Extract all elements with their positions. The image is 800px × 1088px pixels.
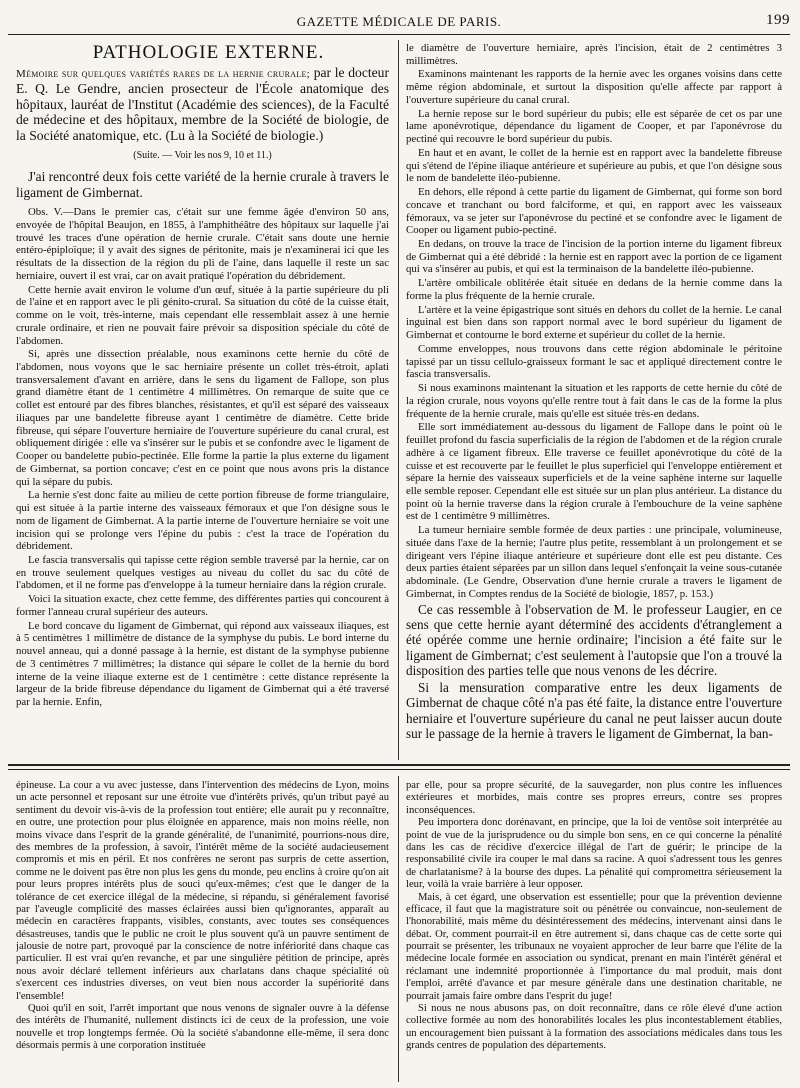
paragraph: Examinons maintenant les rapports de la hernie avec les organes voisins dans cette même région abdominale, et surtout la disposition qu'elle affecte par rapport à l'ouverture supérieure du canal crural.: [406, 68, 782, 106]
page-number: 199: [766, 12, 790, 28]
paragraph: le diamètre de l'ouverture herniaire, après l'incision, était de 2 centimètres 3 millimètres.: [406, 42, 782, 67]
page-header: [8, 6, 790, 35]
paragraph: Si nous examinons maintenant la situation et les rapports de cette hernie du côté de la région crurale, nous voyons qu'elle rentre tout à fait dans le cas de la forme la plus fréquente de la hernie crurale, mais qu'elle est située très-en dedans.: [406, 382, 782, 420]
paragraph: épineuse. La cour a vu avec justesse, dans l'intervention des médecins de Lyon, moins un acte personnel et reposant sur une étroite vue d'intérêts privés, qu'un tribut payé au sentiment du devoir vis-à-vis de la profession tout entière; elle aurait pu y reconnaître, en outre, une protection pour plus éloignée en apparence, mais non moins réelle, non moins vivace dans l'esprit de la grande généralité, de l'unanimité, pourrions-nous dire, des membres de la profession, à savoir, l'intérêt même de la société audacieusement compromis et mis en péril. Et nos confrères ne seront pas surpris de cette assertion, comme ne le doivent pas être non plus les gens du monde, peu enclins à croire qu'on ait pour leurs propres intérêts plus de souci qu'eux-mêmes; c'est que le danger de la tolérance de cet exercice illégal de la médecine, si répandu, si généralement favorisé par l'aveugle complicité des masses éclairées aussi bien qu'ignorantes, apparaît au médecin en caractères frappants, visibles, constants, avec toutes ses conséquences désastreuses, tandis que le public ne croit le plus souvent qu'à un pauvre sentiment de jalousie de notre part, provoqué par la conscience de notre infériorité dans chaque cas particulier. Il est vrai qu'en revanche, et par une singulière pétition de principe, après nous avoir déclaré tellement inférieurs aux charlatans dans chaque spécialité où s'exercent ces industries diverses, on veut bien nous accorder la supériorité dans l'ensemble!: [16, 780, 389, 1002]
paragraph: Peu importera donc dorénavant, en principe, que la loi de ventôse soit interprétée au point de vue de la jurisprudence ou du simple bon sens, en ce qui concerne la pénalité dans les cas de récidive d'exercice illégal de l'art de guérir; le principe de la responsabilité civile ira couper le mal dans sa racine. A quoi s'adressent tous les genres de charlatanisme? à la bourse des dupes. La pénalité qui compromettra sérieusement la leur, voilà la vraie barrière à leur opposer.: [406, 817, 782, 891]
paragraph: Ce cas ressemble à l'observation de M. le professeur Laugier, en ce sens que cette hernie ayant déterminé des accidents d'étranglement a été opérée comme une hernie ordinaire; l'incision a été faite sur le ligament de Gimbernat; c'est seulement à l'autopsie que l'on a trouvé la disposition des parties telle que nous venons de les décrire.: [406, 601, 782, 679]
paragraph-group: [16, 780, 389, 1053]
paragraph: Quoi qu'il en soit, l'arrêt important que nous venons de signaler ouvre à la défense des intérêts de l'humanité, nullement distincts ici de ceux de la profession, une voie nouvelle et trop longtemps fermée. Où la société s'abandonne elle-même, il sera donc désormais permis à une corporation instituée: [16, 1003, 389, 1052]
paragraph: Elle sort immédiatement au-dessous du ligament de Fallope dans le point où le feuillet profond du fascia superficialis de la région de l'abdomen et de la région crurale adhère à ce ligament fibreux. Elle traverse ce feuillet aponévrotique du côté de la cuisse et est recouverte par le feuillet le plus superficiel qui l'enveloppe entièrement et sépare la hernie des vaisseaux superficiels et de la veine saphène interne sur laquelle elle semble reposer. Cependant elle est située sur un plan plus antérieur. La distance du point où la hernie traverse dans la région crurale à l'embouchure de la veine saphène est de 1 centimètre 9 millimètres.: [406, 421, 782, 523]
section-divider-thin: [8, 769, 790, 770]
paragraph: En dehors, elle répond à cette partie du ligament de Gimbernat, qui forme son bord concave et tranchant ou bord falciforme, et qui, en rapport avec les vaisseaux fémoraux, va se jeter sur l'aponévrose du pectiné et se confondre avec le ligament de Cooper ou ligament pubio-pectiné.: [406, 186, 782, 237]
section-divider: [8, 764, 790, 766]
paragraph-group: [406, 42, 782, 601]
paragraph: Cette hernie avait environ le volume d'un œuf, située à la partie supérieure du pli de l'aine et en rapport avec le pli génito-crural. Sa situation du côté de la cuisse était, comme on le voit, très-interne, mais cependant elle ressemblait assez à une hernie crurale ordinaire, et rien ne pouvait faire prévoir sa disposition spéciale du côté de l'abdomen.: [16, 283, 389, 347]
column-left-top: [16, 42, 389, 760]
column-divider: [398, 776, 399, 1082]
paragraph: En dedans, on trouve la trace de l'incision de la portion interne du ligament fibreux de Gimbernat qui a été débridé : la hernie est en rapport avec la portion de ce ligament qui va s'insérer au pubis, et qui est la terminaison de la bandelette iléo-pubienne.: [406, 238, 782, 276]
paragraph: par elle, pour sa propre sécurité, de la sauvegarder, non plus contre les influences extérieures et morbides, mais contre ses propres erreurs, contre ses propres inconséquences.: [406, 780, 782, 816]
memoir-heading: [16, 65, 389, 143]
paragraph-group: [406, 780, 782, 1053]
paragraph: L'artère ombilicale oblitérée était située en dedans de la hernie comme dans la forme la plus fréquente de la hernie crurale.: [406, 277, 782, 302]
paragraph: Mais, à cet égard, une observation est essentielle; pour que la prévention devienne efficace, il faut que la magistrature soit ou pénétrée ou convaincue, non-seulement de l'honorabilité, mais même du désintéressement des médecins, intervenant ainsi dans le débat. Or, comment pourrait-il en être autrement si, dans chaque cas de cette sorte qui pourrait se présenter, les tribunaux ne voyaient approcher de leur barre que l'élite de la médecine locale formée en association ou syndicat, prenant en main l'intérêt général et réclamant une indemnité proportionnée à l'importance du mal produit, mais dont l'emploi, arrêté d'avance et par mesure générale dans une destination charitable, ne pourrait jamais faire ombre dans l'esprit du juge!: [406, 891, 782, 1002]
paragraph: L'artère et la veine épigastrique sont situés en dehors du collet de la hernie. Le canal inguinal est bien dans son rapport normal avec le bord supérieur du ligament de Gimbernat et contourne le bord externe et supérieur du collet de la hernie.: [406, 303, 782, 342]
paragraph: La tumeur herniaire semble formée de deux parties : une principale, volumineuse, située dans l'axe de la hernie; l'autre plus petite, ressemblant à un prolongement et se dirigeant vers l'épine iliaque antérieure et supérieure dont elle est peu distante. Ces deux parties étaient séparées par un sillon dans lequel s'enfonçait la veine sous-cutanée abdominale. (Le Gendre, Observation d'une hernie crurale a travers le ligament de Gimbernat, in Comptes rendus de la Société de biologie, 1857, p. 153.): [406, 524, 782, 600]
paragraph: Si, après une dissection préalable, nous examinons cette hernie du côté de l'abdomen, nous voyons que le sac herniaire présente un collet très-étroit, aplati transversalement d'avant en arrière, dans le sens du ligament de Fallope, son plus grand diamètre étant de 1 centimètre 4 millimètres. On remarque de suite que ce collet est entouré par des fibres blanches, résistantes, et qu'il est séparé des vaisseaux iliaques par une bandelette fibreuse ayant 1 centimètre de diamètre. Cette bride fibreuse, qui sépare l'ouverture herniaire de l'ouverture supérieure du canal crural, est obliquement dirigée : elle va s'insérer sur le pubis et se confondre avec le ligament de Cooper ou bandelette pubio-pectinée. Elle forme la partie la plus externe du ligament de Gimbernat, sa portion concave; c'est en ce point que nous avons pris la distance qui la sépare du pubis.: [16, 348, 389, 488]
column-right-bottom: [406, 780, 782, 1082]
paragraph: La hernie repose sur le bord supérieur du pubis; elle est séparée de cet os par une lame aponévrotique, dépendance du ligament de Cooper, et par l'aponévrose du pectiné qui recouvre le bord supérieur du pubis.: [406, 107, 782, 146]
column-right-top: [406, 42, 782, 760]
paragraph: Le fascia transversalis qui tapisse cette région semble traversé par la hernie, car on en trouve seulement quelques vestiges au niveau du collet du sac du côté de l'abdomen, et il ne forme pas d'enveloppe à la tumeur herniaire dans la région crurale.: [16, 553, 389, 592]
column-left-bottom: [16, 780, 389, 1082]
paragraph: Si nous ne nous abusons pas, on doit reconnaître, dans ce rôle élevé d'une action collective formée au nom des honorabilités locales les plus incontestablement établies, un encouragement bien puissant à la formation des associations médicales dans tous les grands centres de population des départements.: [406, 1003, 782, 1052]
paragraph-group-large: [406, 602, 782, 742]
memoir-author: par le docteur E. Q. Le Gendre, ancien prosecteur de l'École anatomique des hôpitaux, lauréat de l'Institut (Académie des sciences), de la Faculté de médecine et des hôpitaux, membre de la Société de biologie, de la Société anatomique, etc. (Lu à la Société de biologie.): [16, 65, 389, 143]
paragraph: Obs. V.—Dans le premier cas, c'était sur une femme âgée d'environ 50 ans, envoyée de l'hôpital Beaujon, en 1855, à l'amphithéâtre des hôpitaux sur laquelle j'ai trouvé les traces d'une opération de hernie crurale. C'était sans doute une hernie entéro-épiploïque; il y avait des signes de péritonite, mais je n'examinerai ici que les résultats de la dissection de la région du pli de l'aine, dans laquelle il reste un sac herniaire, ouvert il est vrai, car on avait pratiqué l'opération du débridement.: [16, 206, 389, 282]
paragraph: Si la mensuration comparative entre les deux ligaments de Gimbernat de chaque côté n'a pas été faite, la distance entre l'ouverture herniaire et l'ouverture supérieure du canal ne peut laisser aucun doute sur le passage de la hernie à travers le ligament de Gimbernat, la ban-: [406, 679, 782, 742]
paragraph: En haut et en avant, le collet de la hernie est en rapport avec la bandelette fibreuse qui s'étend de l'épine iliaque antérieure et supérieure au pubis, et que l'on désigne sous le nom de bandelette iléo-pubienne.: [406, 146, 782, 185]
paragraph-group: [16, 206, 389, 709]
paragraph: La hernie s'est donc faite au milieu de cette portion fibreuse de forme triangulaire, qui est située à la partie interne des vaisseaux fémoraux et que l'on désigne sous le nom de ligament de Gimbernat. A la partie interne de l'ouverture herniaire se voit une incision qui se prolonge vers l'épine du pubis : c'est la trace de l'opération du débridement.: [16, 489, 389, 553]
paragraph: Voici la situation exacte, chez cette femme, des différentes parties qui concourent à former l'anneau crural supérieur des auteurs.: [16, 593, 389, 618]
memoir-title: Mémoire sur quelques variétés rares de la hernie crurale;: [16, 68, 311, 81]
paragraph: Comme enveloppes, nous trouvons dans cette région abdominale le péritoine tapissé par un tissu cellulo-graisseux formant le sac et appliqué directement contre le fascia transversalis.: [406, 342, 782, 381]
paragraph: Le bord concave du ligament de Gimbernat, qui répond aux vaisseaux iliaques, est à 5 centimètres 1 millimètre de distance de la symphyse du pubis. Le bord interne du nouvel anneau, qui a donné passage à la hernie, est distant de la symphyse pubienne de 3 centimètres 7 millimètres; la distance qui sépare le collet de la hernie du bord interne de la veine iliaque externe est de 1 centimètre : cette distance représente la largeur de la bride fibreuse dépendance du ligament de Gimbernat qui a été traversé par la hernie. Enfin,: [16, 619, 389, 709]
journal-title: GAZETTE MÉDICALE DE PARIS.: [296, 14, 502, 29]
section-title: PATHOLOGIE EXTERNE.: [92, 42, 325, 63]
column-divider: [398, 40, 399, 760]
continuation-note: (Suite. — Voir les nos 9, 10 et 11.): [133, 149, 272, 161]
lead-paragraph: J'ai rencontré deux fois cette variété de la hernie crurale à travers le ligament de Gimbernat.: [16, 169, 389, 200]
